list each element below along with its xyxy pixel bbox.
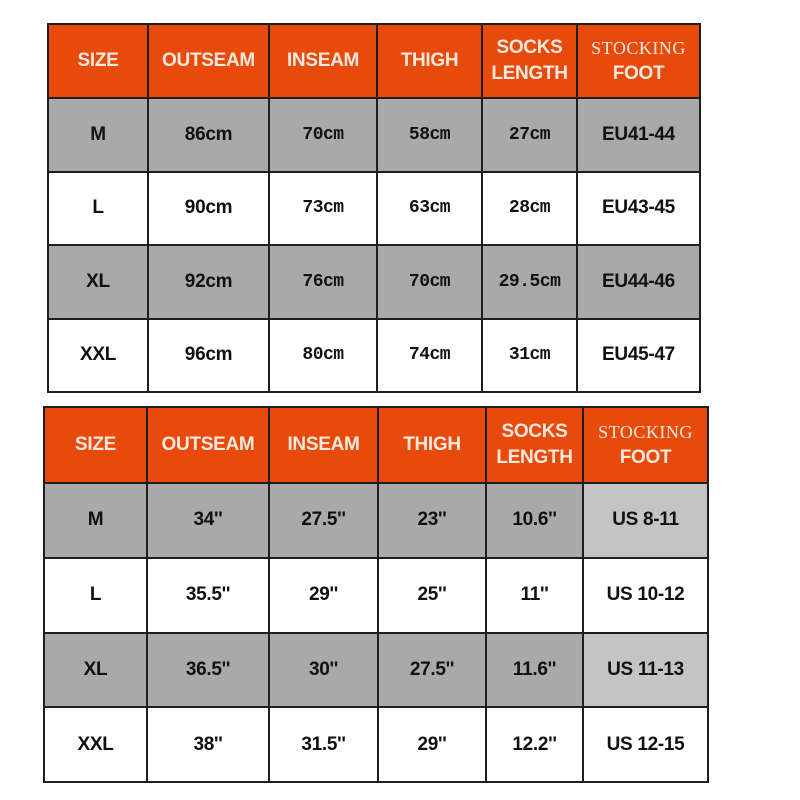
- cell-size: XL: [48, 245, 148, 319]
- cell-outseam: 35.5'': [147, 558, 269, 633]
- table-row: [48, 98, 700, 172]
- cell-socks-length: 27cm: [482, 98, 577, 172]
- cell-outseam: 86cm: [148, 98, 269, 172]
- cell-socks-length: 11.6'': [486, 633, 583, 708]
- cell-inseam: 27.5'': [269, 483, 378, 558]
- cell-socks-length: 10.6'': [486, 483, 583, 558]
- header-size: SIZE: [44, 407, 147, 483]
- cell-thigh: 23'': [378, 483, 486, 558]
- cell-inseam: 80cm: [269, 319, 377, 393]
- table-row: [48, 172, 700, 246]
- cell-stocking-foot: US 10-12: [583, 558, 708, 633]
- header-outseam: OUTSEAM: [147, 407, 269, 483]
- header-size: SIZE: [48, 24, 148, 98]
- cell-thigh: 63cm: [377, 172, 482, 246]
- cell-stocking-foot: EU44-46: [577, 245, 700, 319]
- cell-stocking-foot: US 11-13: [583, 633, 708, 708]
- cell-size: XXL: [48, 319, 148, 393]
- cell-socks-length: 28cm: [482, 172, 577, 246]
- header-stocking-foot: STOCKING FOOT: [583, 407, 708, 483]
- cell-socks-length: 11'': [486, 558, 583, 633]
- cell-outseam: 96cm: [148, 319, 269, 393]
- header-inseam: INSEAM: [269, 407, 378, 483]
- table-row: [44, 633, 708, 708]
- table-row: [44, 483, 708, 558]
- cell-outseam: 92cm: [148, 245, 269, 319]
- cell-inseam: 73cm: [269, 172, 377, 246]
- cell-stocking-foot: US 12-15: [583, 707, 708, 782]
- cell-inseam: 76cm: [269, 245, 377, 319]
- cell-thigh: 58cm: [377, 98, 482, 172]
- cell-size: M: [48, 98, 148, 172]
- cell-outseam: 38'': [147, 707, 269, 782]
- table-row: [48, 245, 700, 319]
- cell-inseam: 70cm: [269, 98, 377, 172]
- cell-thigh: 74cm: [377, 319, 482, 393]
- cell-stocking-foot: US 8-11: [583, 483, 708, 558]
- cell-outseam: 90cm: [148, 172, 269, 246]
- cell-stocking-foot: EU43-45: [577, 172, 700, 246]
- table-row: [44, 558, 708, 633]
- cell-outseam: 36.5'': [147, 633, 269, 708]
- cell-socks-length: 29.5cm: [482, 245, 577, 319]
- cell-socks-length: 31cm: [482, 319, 577, 393]
- cell-thigh: 29'': [378, 707, 486, 782]
- header-thigh: THIGH: [377, 24, 482, 98]
- cell-thigh: 27.5'': [378, 633, 486, 708]
- cell-size: L: [44, 558, 147, 633]
- cell-outseam: 34'': [147, 483, 269, 558]
- cell-inseam: 29'': [269, 558, 378, 633]
- cell-stocking-foot: EU41-44: [577, 98, 700, 172]
- header-stocking-foot: STOCKING FOOT: [577, 24, 700, 98]
- cell-stocking-foot: EU45-47: [577, 319, 700, 393]
- cell-size: XXL: [44, 707, 147, 782]
- cell-size: L: [48, 172, 148, 246]
- cell-inseam: 30'': [269, 633, 378, 708]
- size-chart-imperial-table: [43, 406, 709, 783]
- cell-size: M: [44, 483, 147, 558]
- cell-size: XL: [44, 633, 147, 708]
- cell-inseam: 31.5'': [269, 707, 378, 782]
- header-thigh: THIGH: [378, 407, 486, 483]
- header-outseam: OUTSEAM: [148, 24, 269, 98]
- cell-thigh: 25'': [378, 558, 486, 633]
- header-socks-length: SOCKS LENGTH: [482, 24, 577, 98]
- header-socks-length: SOCKS LENGTH: [486, 407, 583, 483]
- cell-thigh: 70cm: [377, 245, 482, 319]
- table-header-row: [44, 407, 708, 483]
- header-inseam: INSEAM: [269, 24, 377, 98]
- size-chart-metric-table: [47, 23, 701, 393]
- table-row: [48, 319, 700, 393]
- table-row: [44, 707, 708, 782]
- cell-socks-length: 12.2'': [486, 707, 583, 782]
- table-header-row: [48, 24, 700, 98]
